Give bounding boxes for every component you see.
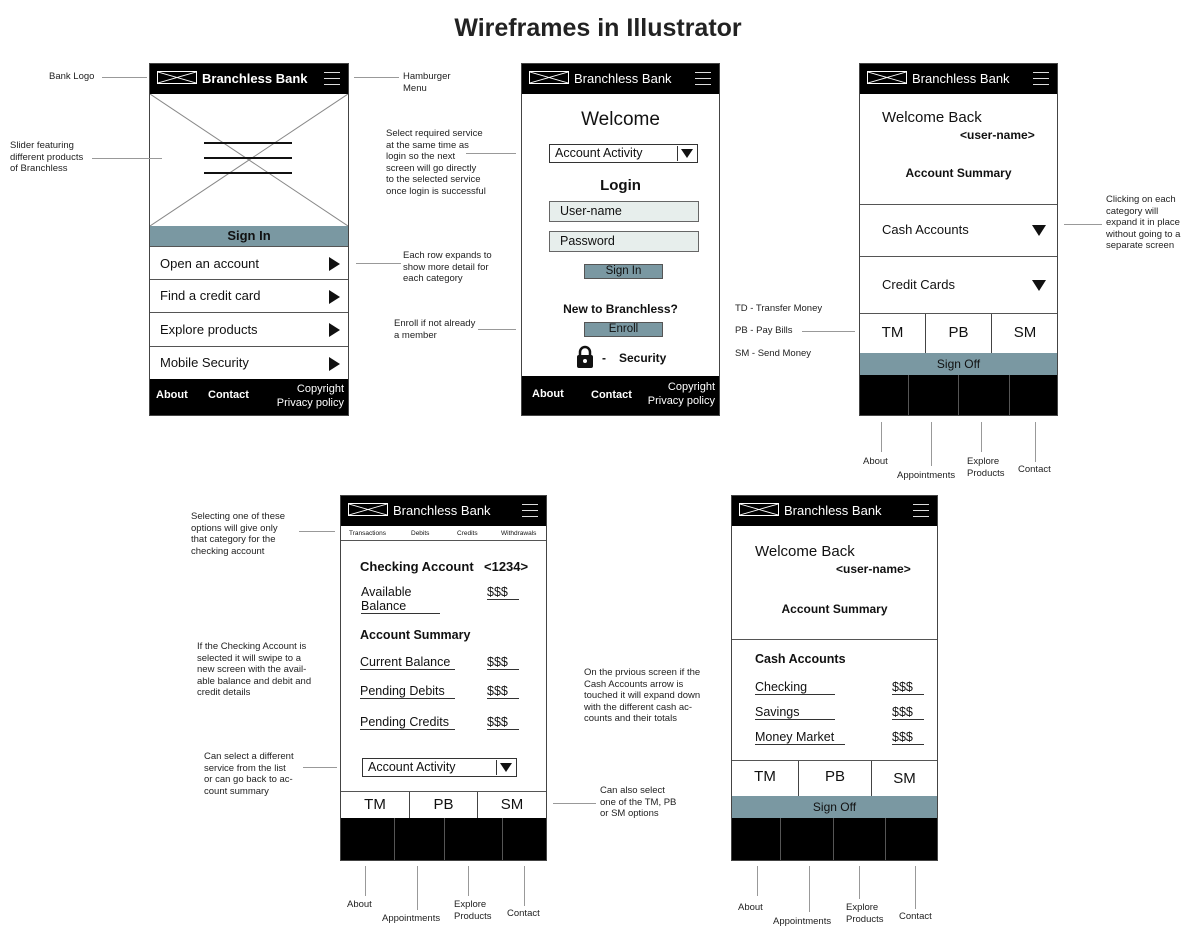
app-footer — [860, 375, 1057, 415]
sign-off-bar[interactable]: Sign Off — [732, 796, 937, 819]
user-name-label: <user-name> — [960, 128, 1035, 142]
tab-debits[interactable]: Debits — [411, 530, 430, 537]
username-field[interactable]: User-name — [549, 201, 699, 222]
annotation-clicking: Clicking on each category will expand it in place without going to a separate screen — [1106, 194, 1181, 251]
pay-bills-button[interactable]: PB — [410, 792, 478, 820]
bank-logo-icon[interactable] — [529, 71, 569, 84]
row-label: Cash Accounts — [882, 222, 969, 237]
footer-about-label: About — [863, 456, 888, 467]
app-header — [522, 64, 719, 94]
annotation-bank-logo: Bank Logo — [49, 71, 95, 82]
account-number: <1234> — [484, 559, 529, 574]
pay-bills-button[interactable]: PB — [799, 761, 872, 796]
annotation-can-select: Can select a different service from the list or can go back to ac- count summary — [204, 751, 294, 797]
current-balance-value: $$$ — [487, 655, 519, 670]
row-find-credit-card[interactable] — [150, 280, 348, 313]
row-label: Mobile Security — [160, 355, 249, 370]
security-dash: - — [602, 351, 606, 365]
footer-about-label: About — [347, 899, 372, 910]
annotation-selecting: Selecting one of these options will give only that category for the checking account — [191, 511, 286, 557]
brand-name: Branchless Bank — [912, 71, 1010, 86]
send-money-button[interactable]: SM — [893, 770, 916, 787]
annotation-previous: On the prvious screen if the Cash Accounts arrow is touched it will expand down with the different cash ac- counts and their totals — [584, 667, 701, 724]
lock-icon[interactable] — [577, 345, 593, 369]
app-header — [341, 496, 546, 526]
row-label: Credit Cards — [882, 277, 955, 292]
chevron-down-icon — [1032, 225, 1046, 236]
row-label: Open an account — [160, 256, 260, 271]
enroll-button[interactable]: Enroll — [584, 322, 663, 337]
app-header — [732, 496, 937, 526]
row-open-account[interactable] — [150, 246, 348, 280]
row-credit-cards[interactable] — [860, 257, 1057, 314]
app-footer — [522, 376, 719, 415]
checking-account-heading: Checking Account — [360, 559, 474, 574]
new-to-branchless: New to Branchless? — [563, 302, 678, 316]
send-money-button[interactable]: SM — [500, 796, 524, 813]
pay-bills-button[interactable]: PB — [926, 314, 992, 353]
welcome-back-heading: Welcome Back — [755, 543, 855, 560]
app-header — [150, 64, 348, 94]
pending-debits-value: $$$ — [487, 684, 519, 699]
hamburger-menu-icon[interactable] — [522, 504, 538, 517]
wireframe-checking-account-screen — [340, 495, 547, 861]
sign-off-bar[interactable]: Sign Off — [860, 353, 1057, 376]
contact-link[interactable]: Contact — [208, 389, 249, 401]
annotation-slider: Slider featuring different products of Branchless — [10, 140, 84, 174]
service-select[interactable] — [362, 758, 517, 777]
copyright-link[interactable]: Copyright — [667, 381, 715, 393]
footer-about-label: About — [738, 902, 763, 913]
account-summary-heading: Account Summary — [781, 602, 888, 616]
hamburger-menu-icon[interactable] — [324, 72, 340, 85]
brand-name: Branchless Bank — [574, 71, 672, 86]
tab-withdrawals[interactable]: Withdrawals — [501, 530, 537, 537]
chevron-down-icon — [496, 760, 514, 775]
chevron-down-icon — [1032, 280, 1046, 291]
page-title: Wireframes in Illustrator — [454, 14, 742, 42]
about-link[interactable]: About — [156, 389, 188, 401]
bank-logo-icon[interactable] — [739, 503, 779, 516]
app-header — [860, 64, 1057, 94]
hamburger-menu-icon[interactable] — [913, 504, 929, 517]
app-footer — [732, 818, 937, 860]
password-field[interactable]: Password — [549, 231, 699, 252]
annotation-select-service: Select required service at the same time as login so the next screen will go directly to the selected service once login is successful — [386, 128, 486, 197]
annotation-pb: PB - Pay Bills — [735, 325, 793, 336]
footer-appointments-label: Appointments — [897, 470, 956, 481]
checking-link[interactable]: Checking — [755, 680, 835, 695]
money-market-link[interactable]: Money Market — [755, 730, 845, 745]
send-money-button[interactable]: SM — [1013, 324, 1037, 341]
user-name-label: <user-name> — [836, 562, 911, 576]
footer-contact-label: Contact — [1018, 464, 1051, 475]
account-summary-heading: Account Summary — [905, 166, 1012, 180]
footer-explore-label: Explore Products — [967, 456, 1005, 479]
product-slider[interactable] — [150, 94, 348, 226]
brand-name: Branchless Bank — [784, 503, 882, 518]
row-mobile-security[interactable] — [150, 347, 348, 381]
app-footer — [150, 379, 348, 415]
pending-debits-label: Pending Debits — [360, 684, 455, 699]
annotation-can-also: Can also select one of the TM, PB or SM options — [600, 785, 677, 819]
tab-credits[interactable]: Credits — [457, 530, 478, 537]
available-balance-value: $$$ — [487, 585, 519, 600]
transfer-money-button[interactable]: TM — [732, 761, 799, 796]
money-market-value: $$$ — [892, 730, 924, 745]
wireframe-home-screen — [149, 63, 349, 416]
annotation-if-checking: If the Checking Account is selected it will swipe to a new screen with the avail- able balance and debit and credit details — [197, 641, 312, 698]
chevron-right-icon — [329, 257, 340, 271]
contact-link[interactable]: Contact — [591, 389, 632, 401]
wireframe-cash-accounts-screen — [731, 495, 938, 861]
available-balance-label: Available Balance — [361, 585, 440, 614]
bank-logo-icon[interactable] — [157, 71, 197, 84]
annotation-td: TD - Transfer Money — [735, 303, 823, 314]
savings-link[interactable]: Savings — [755, 705, 835, 720]
welcome-heading: Welcome — [581, 109, 660, 130]
savings-value: $$$ — [892, 705, 924, 720]
row-label: Find a credit card — [160, 288, 261, 303]
sign-in-bar[interactable]: Sign In — [150, 226, 348, 246]
row-label: Explore products — [160, 322, 258, 337]
transfer-money-button[interactable]: TM — [860, 314, 926, 353]
row-cash-accounts[interactable] — [860, 204, 1057, 257]
hamburger-menu-icon[interactable] — [695, 72, 711, 85]
transfer-money-button[interactable]: TM — [341, 792, 410, 820]
row-explore-products[interactable] — [150, 313, 348, 347]
checking-value: $$$ — [892, 680, 924, 695]
annotation-enroll: Enroll if not already a member — [394, 318, 476, 341]
service-select[interactable] — [549, 144, 698, 163]
footer-explore-label: Explore Products — [454, 899, 492, 922]
chevron-right-icon — [329, 357, 340, 371]
service-select-value: Account Activity — [555, 146, 643, 160]
footer-appointments-label: Appointments — [382, 913, 441, 924]
chevron-down-icon — [677, 146, 695, 161]
footer-contact-label: Contact — [507, 908, 540, 919]
annotation-row-expands: Each row expands to show more detail for each category — [403, 250, 492, 284]
slider-placeholder-icon — [150, 94, 348, 226]
brand-name: Branchless Bank — [393, 503, 491, 518]
service-select-value: Account Activity — [368, 760, 456, 774]
current-balance-label: Current Balance — [360, 655, 455, 670]
welcome-back-heading: Welcome Back — [882, 109, 982, 126]
footer-contact-label: Contact — [899, 911, 932, 922]
bank-logo-icon[interactable] — [867, 71, 907, 84]
app-footer — [341, 818, 546, 860]
about-link[interactable]: About — [532, 388, 564, 400]
copyright-link[interactable]: Copyright — [296, 383, 344, 395]
pending-credits-label: Pending Credits — [360, 715, 455, 730]
tab-transactions[interactable]: Transactions — [349, 530, 386, 537]
security-link[interactable]: Security — [619, 351, 667, 365]
account-summary-heading: Account Summary — [360, 628, 471, 642]
cash-accounts-heading: Cash Accounts — [755, 652, 846, 666]
wireframe-login-screen — [521, 63, 720, 416]
footer-explore-label: Explore Products — [846, 902, 884, 925]
annotation-hamburger: Hamburger Menu — [403, 71, 451, 94]
sign-in-button[interactable]: Sign In — [584, 264, 663, 279]
bank-logo-icon[interactable] — [348, 503, 388, 516]
hamburger-menu-icon[interactable] — [1033, 72, 1049, 85]
login-heading: Login — [600, 177, 641, 194]
privacy-link[interactable]: Privacy policy — [647, 395, 715, 407]
pending-credits-value: $$$ — [487, 715, 519, 730]
brand-name: Branchless Bank — [202, 71, 308, 86]
annotation-sm: SM - Send Money — [735, 348, 812, 359]
chevron-right-icon — [329, 290, 340, 304]
wireframe-account-summary-screen — [859, 63, 1058, 416]
footer-appointments-label: Appointments — [773, 916, 832, 927]
chevron-right-icon — [329, 323, 340, 337]
privacy-link[interactable]: Privacy policy — [276, 397, 344, 409]
